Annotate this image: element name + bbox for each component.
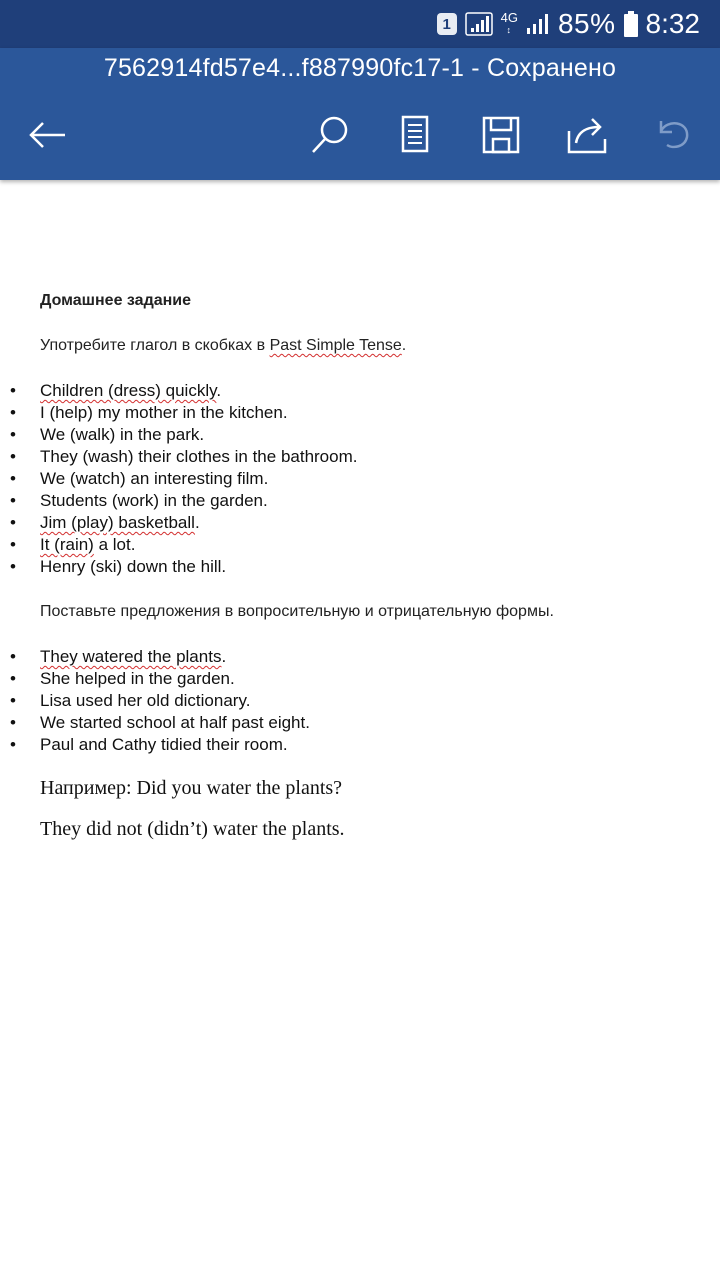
spellcheck-text: Jim (play) basketball — [40, 513, 195, 532]
battery-percent: 85% — [557, 8, 616, 39]
search-icon — [309, 114, 351, 156]
instruction-prefix: Употребите глагол в скобках в — [40, 337, 270, 354]
share-icon — [566, 115, 608, 155]
item-text: Paul and Cathy tidied their room. — [40, 735, 288, 754]
item-text: We (watch) an interesting film. — [40, 469, 269, 488]
network-activity: ↕ — [506, 25, 513, 35]
item-text: . — [194, 513, 200, 532]
homework-heading: Домашнее задание — [40, 292, 192, 309]
battery-icon — [624, 11, 638, 37]
list-item — [0, 490, 357, 512]
list-item — [0, 556, 357, 578]
status-bar — [0, 0, 720, 48]
list-item — [0, 446, 357, 468]
reading-view-icon — [400, 115, 430, 155]
item-text: a lot. — [93, 535, 136, 554]
list-item — [0, 402, 357, 424]
sim-badge: 1 — [437, 13, 457, 35]
reading-view-button[interactable] — [390, 110, 440, 160]
instruction-suffix: . — [401, 337, 407, 354]
document-title: 7562914fd57e4...f887990fc17-1 - Сохранено — [103, 54, 617, 82]
undo-button[interactable] — [648, 110, 698, 160]
item-text: We (walk) in the park. — [40, 425, 205, 444]
instruction-past-simple — [40, 337, 406, 355]
list-item — [0, 512, 357, 534]
spellcheck-text: Children (dress) quickly — [40, 381, 217, 400]
network-label: 4G — [500, 10, 518, 25]
document-page[interactable] — [0, 180, 720, 1280]
list-item — [0, 712, 310, 734]
item-text: Lisa used her old dictionary. — [40, 691, 251, 710]
item-text: Students (work) in the garden. — [40, 491, 268, 510]
instruction-question-negative: Поставьте предложения в вопросительную и отрицательную формы. — [40, 603, 554, 620]
example-question: Например: Did you water the plants? — [40, 777, 343, 799]
app-bar — [0, 48, 720, 180]
list-item — [0, 646, 310, 668]
back-arrow-icon — [27, 120, 67, 150]
list-item — [0, 734, 310, 756]
item-text: We started school at half past eight. — [40, 713, 310, 732]
status-icons — [437, 0, 700, 48]
search-button[interactable] — [305, 110, 355, 160]
list-item — [0, 668, 310, 690]
list-item — [0, 424, 357, 446]
network-type — [501, 12, 518, 36]
wifi-signal-icon — [465, 12, 493, 36]
save-button[interactable] — [476, 110, 526, 160]
save-icon — [481, 115, 521, 155]
cell-signal-icon — [526, 13, 550, 35]
instruction-term: Past Simple Tense — [269, 337, 402, 354]
item-text: She helped in the garden. — [40, 669, 235, 688]
spellcheck-text: It (rain) — [40, 535, 94, 554]
clock: 8:32 — [645, 8, 700, 39]
back-button[interactable] — [22, 110, 72, 160]
list-item — [0, 534, 357, 556]
list-item — [0, 380, 357, 402]
exercise-list-1 — [0, 380, 357, 578]
list-item — [0, 468, 357, 490]
item-text: . — [216, 381, 222, 400]
list-item — [0, 690, 310, 712]
example-negative: They did not (didn’t) water the plants. — [40, 818, 345, 840]
item-text: Henry (ski) down the hill. — [40, 557, 227, 576]
spellcheck-text: They watered the plants — [40, 647, 222, 666]
exercise-list-2 — [0, 646, 310, 756]
item-text: I (help) my mother in the kitchen. — [40, 403, 288, 422]
share-button[interactable] — [562, 110, 612, 160]
undo-icon — [653, 115, 693, 155]
item-text: . — [221, 647, 227, 666]
item-text: They (wash) their clothes in the bathroom. — [40, 447, 358, 466]
